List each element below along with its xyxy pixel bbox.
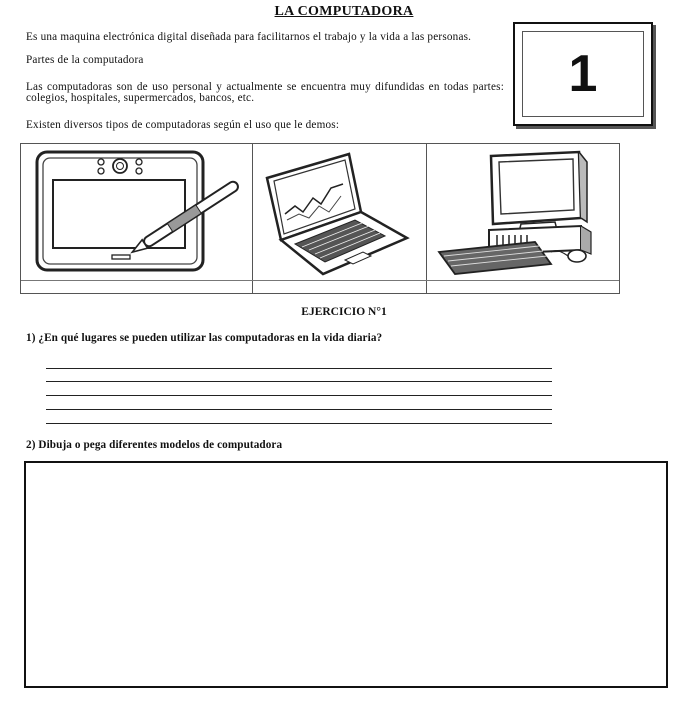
drawing-area[interactable] [24,461,668,688]
tablet-with-stylus-icon [31,148,245,276]
lesson-number-box [513,22,653,126]
question-2: 2) Dibuja o pega diferentes modelos de computadora [26,439,283,451]
desktop-computer-icon [431,148,617,276]
question-1: 1) ¿En qué lugares se pueden utilizar las computadoras en la vida diaria? [26,332,383,344]
computer-types-table [20,143,620,294]
table-divider [252,144,253,293]
table-divider [426,144,427,293]
answer-line[interactable] [46,381,552,382]
table-row-divider [21,280,619,281]
intro-definition: Es una maquina electrónica digital diseñada para facilitarnos el trabajo y la vida a las personas. [26,31,472,43]
lesson-number: 1 [522,31,644,117]
page-title: LA COMPUTADORA [274,4,414,19]
laptop-icon [257,148,423,276]
intro-usage: Las computadoras son de uso personal y actualmente se encuentra muy difundidas en todas partes: colegios, hospitales, supermercados, bancos, etc. [26,81,504,104]
intro-types: Existen diversos tipos de computadoras según el uso que le demos: [26,119,340,131]
answer-line[interactable] [46,395,552,396]
answer-line[interactable] [46,368,552,369]
exercise-title: EJERCICIO N°1 [301,306,387,318]
intro-parts-label: Partes de la computadora [26,54,144,66]
answer-line[interactable] [46,423,552,424]
answer-line[interactable] [46,409,552,410]
